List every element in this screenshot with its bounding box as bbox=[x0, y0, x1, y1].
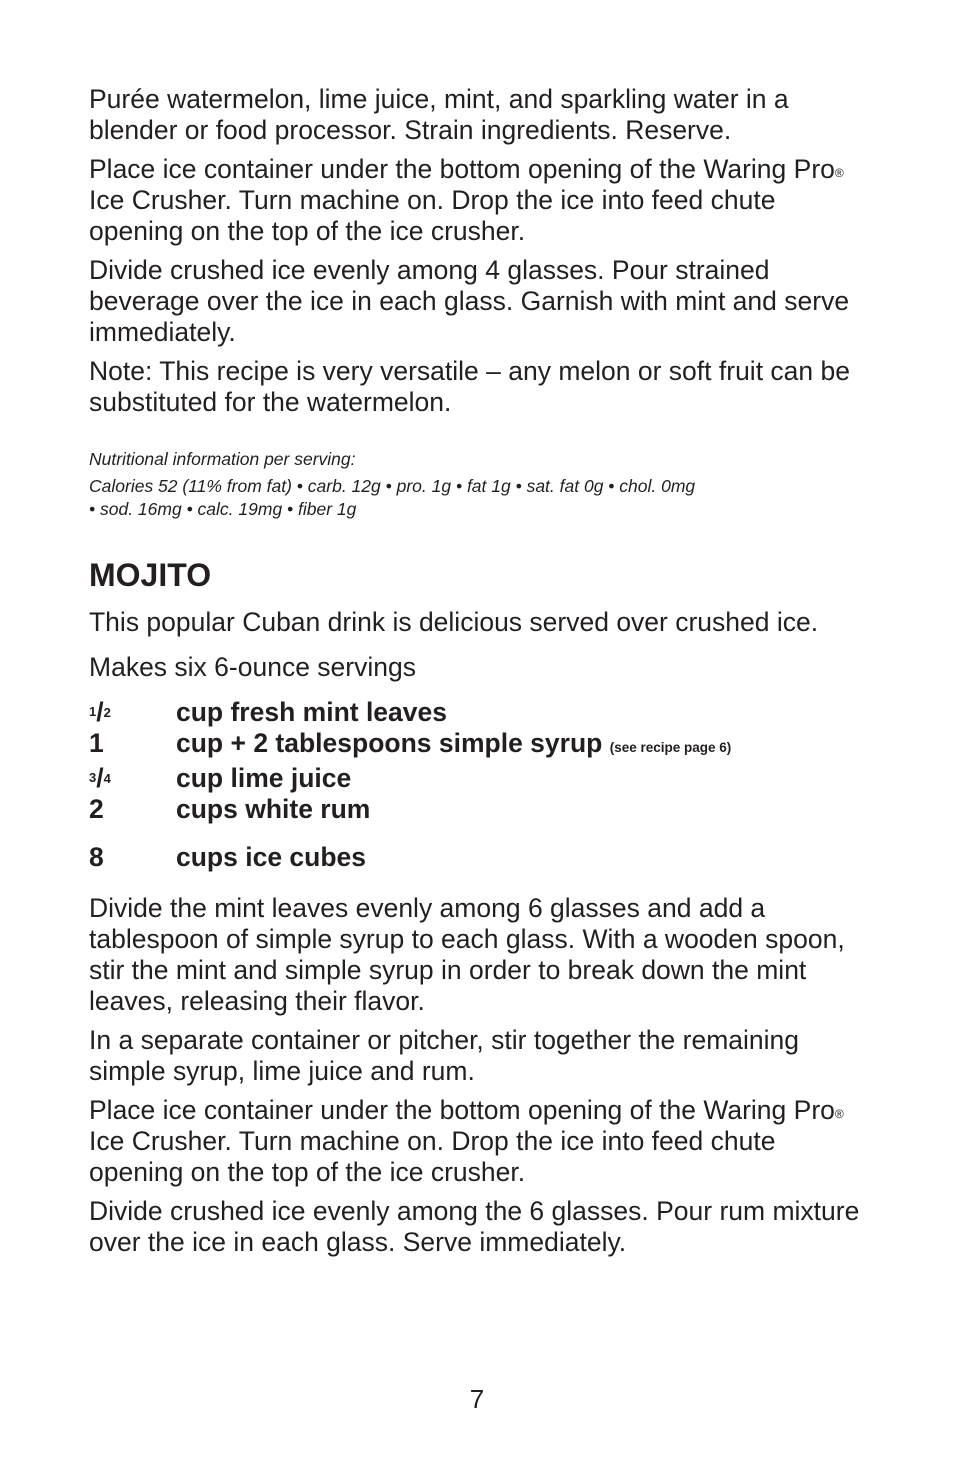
fraction-numerator: 3 bbox=[89, 770, 97, 785]
mojito-step-serve: Divide crushed ice evenly among the 6 glasses. Pour rum mixture over the ice in each glass. Serve immediately. bbox=[89, 1196, 860, 1257]
ingredient-text-wrap bbox=[176, 728, 731, 763]
ingredient-quantity bbox=[89, 697, 176, 728]
fraction-slash: / bbox=[96, 763, 104, 793]
step-text-start: Place ice container under the bottom opening of the Waring Pro bbox=[89, 154, 835, 184]
step-text-start: Place ice container under the bottom opening of the Waring Pro bbox=[89, 1095, 835, 1125]
mojito-step-mix: In a separate container or pitcher, stir together the remaining simple syrup, lime juice and rum. bbox=[89, 1025, 800, 1086]
step-text-end: Ice Crusher. Turn machine on. Drop the ice into feed chute opening on the top of the ice crusher. bbox=[89, 185, 776, 246]
ingredient-item bbox=[89, 763, 869, 794]
fraction-numerator: 1 bbox=[89, 704, 97, 719]
watermelon-note: Note: This recipe is very versatile – any melon or soft fruit can be substituted for the watermelon. bbox=[89, 356, 850, 417]
registered-mark: ® bbox=[834, 1107, 844, 1121]
nutrition-line-2: • sod. 16mg • calc. 19mg • fiber 1g bbox=[89, 499, 357, 519]
nutrition-info bbox=[89, 448, 869, 521]
recipe-servings: Makes six 6-ounce servings bbox=[89, 652, 416, 682]
ingredient-quantity: 1 bbox=[89, 728, 104, 758]
ingredient-text: cups white rum bbox=[176, 794, 371, 824]
ingredient-text: cup fresh mint leaves bbox=[176, 697, 447, 727]
ingredient-item bbox=[89, 728, 869, 763]
ingredient-text: cups ice cubes bbox=[176, 842, 367, 872]
ingredient-item bbox=[89, 794, 869, 825]
ingredient-text: cup lime juice bbox=[176, 763, 352, 793]
watermelon-step-puree: Purée watermelon, lime juice, mint, and sparkling water in a blender or food processor. Strain ingredients. Reserve. bbox=[89, 84, 789, 145]
fraction-slash: / bbox=[96, 697, 104, 727]
mojito-step-crush-ice bbox=[89, 1095, 869, 1188]
ingredient-item bbox=[89, 697, 869, 728]
watermelon-step-serve: Divide crushed ice evenly among 4 glasses. Pour strained beverage over the ice in each glass. Garnish with mint and serve immediately. bbox=[89, 255, 850, 347]
nutrition-heading: Nutritional information per serving: bbox=[89, 449, 356, 469]
watermelon-step-crush-ice bbox=[89, 154, 869, 247]
ingredient-list bbox=[89, 697, 869, 873]
fraction-denominator: 4 bbox=[103, 771, 111, 786]
ingredient-text: cup + 2 tablespoons simple syrup bbox=[176, 728, 603, 758]
ingredient-quantity: 8 bbox=[89, 842, 104, 872]
document-page bbox=[89, 84, 869, 1266]
ingredient-note: (see recipe page 6) bbox=[609, 740, 732, 755]
ingredient-quantity: 2 bbox=[89, 794, 104, 824]
registered-mark: ® bbox=[834, 166, 844, 180]
mojito-step-mint: Divide the mint leaves evenly among 6 glasses and add a tablespoon of simple syrup to each glass. With a wooden spoon, stir the mint and simple syrup in order to break down the mint leaves, releasing their flavor. bbox=[89, 893, 845, 1016]
ingredient-quantity bbox=[89, 763, 176, 794]
recipe-description: This popular Cuban drink is delicious served over crushed ice. bbox=[89, 607, 819, 637]
step-text-end: Ice Crusher. Turn machine on. Drop the ice into feed chute opening on the top of the ice crusher. bbox=[89, 1126, 776, 1187]
page-number: 7 bbox=[469, 1384, 485, 1414]
nutrition-line-1: Calories 52 (11% from fat) • carb. 12g • pro. 1g • fat 1g • sat. fat 0g • chol. 0mg bbox=[89, 476, 696, 496]
fraction-denominator: 2 bbox=[103, 705, 111, 720]
recipe-title: MOJITO bbox=[89, 557, 212, 593]
ingredient-item bbox=[89, 842, 869, 873]
